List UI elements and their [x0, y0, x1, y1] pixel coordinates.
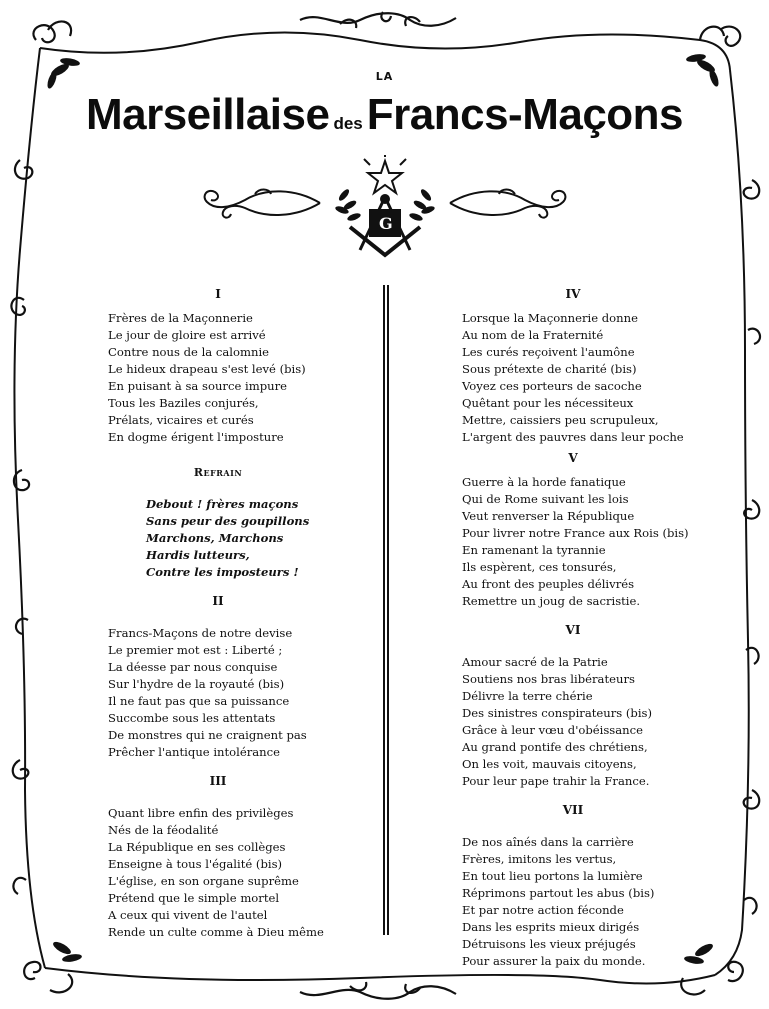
- scroll-flourish-icon: [445, 178, 575, 228]
- title-article: LA: [375, 70, 394, 83]
- refrain-line: Hardis lutteurs,: [146, 548, 250, 562]
- verse-line: Grâce à leur vœu d'obéissance: [462, 723, 643, 737]
- verse-line: Succombe sous les attentats: [108, 711, 276, 725]
- verse-numeral: I: [215, 287, 221, 301]
- verse-line: En tout lieu portons la lumière: [462, 869, 643, 883]
- verse-line: Guerre à la horde fanatique: [462, 475, 626, 489]
- verse-line: La République en ses collèges: [108, 840, 286, 854]
- verse-line: Prêcher l'antique intolérance: [108, 745, 280, 759]
- verse-7: [462, 834, 724, 970]
- verse-line: Frères de la Maçonnerie: [108, 311, 253, 325]
- right-column: [462, 282, 724, 970]
- verse-line: L'argent des pauvres dans leur poche: [462, 430, 684, 444]
- verse-line: Nés de la féodalité: [108, 823, 219, 837]
- verse-line: Rende un culte comme à Dieu même: [108, 925, 324, 939]
- verse-2: [108, 625, 368, 761]
- verse-line: Et par notre action féconde: [462, 903, 624, 917]
- verse-4: [462, 310, 724, 446]
- verse-line: Lorsque la Maçonnerie donne: [462, 311, 638, 325]
- verse-line: On les voit, mauvais citoyens,: [462, 757, 637, 771]
- title-part-marseillaise: Marseillaise: [85, 90, 330, 139]
- verse-3: [108, 805, 368, 941]
- verse-line: Des sinistres conspirateurs (bis): [462, 706, 653, 720]
- verse-line: Le jour de gloire est arrivé: [108, 328, 266, 342]
- verse-line: En dogme érigent l'imposture: [108, 430, 284, 444]
- verse-line: Remettre un joug de sacristie.: [462, 594, 641, 608]
- verse-line: Pour livrer notre France aux Rois (bis): [462, 526, 689, 540]
- left-column: [108, 282, 368, 941]
- verse-line: Amour sacré de la Patrie: [462, 655, 608, 669]
- verse-line: Les curés reçoivent l'aumône: [462, 345, 635, 359]
- refrain-line: Debout ! frères maçons: [146, 497, 299, 511]
- verse-line: De monstres qui ne craignent pas: [108, 728, 307, 742]
- verse-line: Qui de Rome suivant les lois: [462, 492, 629, 506]
- verse-line: Tous les Baziles conjurés,: [108, 396, 259, 410]
- verse-line: En puisant à sa source impure: [108, 379, 288, 393]
- verse-line: Prétend que le simple mortel: [108, 891, 280, 905]
- verse-line: Pour leur pape trahir la France.: [462, 774, 650, 788]
- scroll-flourish-icon: [195, 178, 325, 228]
- verse-line: En ramenant la tyrannie: [462, 543, 606, 557]
- verse-line: Réprimons partout les abus (bis): [462, 886, 655, 900]
- verse-5: [462, 474, 724, 610]
- refrain-line: Sans peur des goupillons: [146, 514, 310, 528]
- verse-line: Frères, imitons les vertus,: [462, 852, 617, 866]
- verse-line: Enseigne à tous l'égalité (bis): [108, 857, 283, 871]
- verse-line: Quant libre enfin des privilèges: [108, 806, 294, 820]
- verse-line: Mettre, caissiers peu scrupuleux,: [462, 413, 659, 427]
- verse-line: Ils espèrent, ces tonsurés,: [462, 560, 617, 574]
- refrain-line: Marchons, Marchons: [146, 531, 284, 545]
- verse-line: Pour assurer la paix du monde.: [462, 954, 646, 968]
- verse-1: [108, 310, 368, 446]
- verse-numeral: VII: [562, 803, 584, 817]
- verse-line: Au grand pontife des chrétiens,: [462, 740, 648, 754]
- verse-numeral: V: [568, 451, 578, 465]
- verse-numeral: VI: [565, 623, 581, 637]
- verse-line: Détruisons les vieux préjugés: [462, 937, 636, 951]
- verse-line: Sous prétexte de charité (bis): [462, 362, 637, 376]
- verse-6: [462, 654, 724, 790]
- column-divider: [383, 285, 389, 935]
- verse-line: Voyez ces porteurs de sacoche: [462, 379, 642, 393]
- verse-line: Quêtant pour les nécessiteux: [462, 396, 634, 410]
- verse-line: Veut renverser la République: [462, 509, 635, 523]
- refrain-line: Contre les imposteurs !: [146, 565, 299, 579]
- verse-line: Sur l'hydre de la royauté (bis): [108, 677, 285, 691]
- title-part-francs-macons: Francs-Maçons: [366, 90, 684, 139]
- verse-line: La déesse par nous conquise: [108, 660, 278, 674]
- title-part-des: des: [333, 114, 363, 133]
- masonic-square-compass-icon: [330, 155, 440, 265]
- verse-line: Dans les esprits mieux dirigés: [462, 920, 640, 934]
- verse-numeral: III: [209, 774, 227, 788]
- verse-numeral: II: [212, 594, 224, 608]
- verse-line: Le premier mot est : Liberté ;: [108, 643, 283, 657]
- verse-line: Délivre la terre chérie: [462, 689, 593, 703]
- verse-line: Le hideux drapeau s'est levé (bis): [108, 362, 306, 376]
- verse-line: Prélats, vicaires et curés: [108, 413, 254, 427]
- verse-line: A ceux qui vivent de l'autel: [108, 908, 268, 922]
- page-title: [0, 90, 769, 140]
- refrain: [108, 496, 368, 581]
- verse-line: De nos aînés dans la carrière: [462, 835, 634, 849]
- verse-line: Au front des peuples délivrés: [462, 577, 635, 591]
- verse-line: L'église, en son organe suprême: [108, 874, 299, 888]
- verse-line: Il ne faut pas que sa puissance: [108, 694, 290, 708]
- verse-numeral: IV: [565, 287, 581, 301]
- verse-line: Soutiens nos bras libérateurs: [462, 672, 635, 686]
- verse-line: Au nom de la Fraternité: [462, 328, 604, 342]
- verse-line: Contre nous de la calomnie: [108, 345, 270, 359]
- verse-line: Francs-Maçons de notre devise: [108, 626, 293, 640]
- svg-text:G: G: [379, 214, 393, 233]
- refrain-heading: Refrain: [193, 466, 243, 479]
